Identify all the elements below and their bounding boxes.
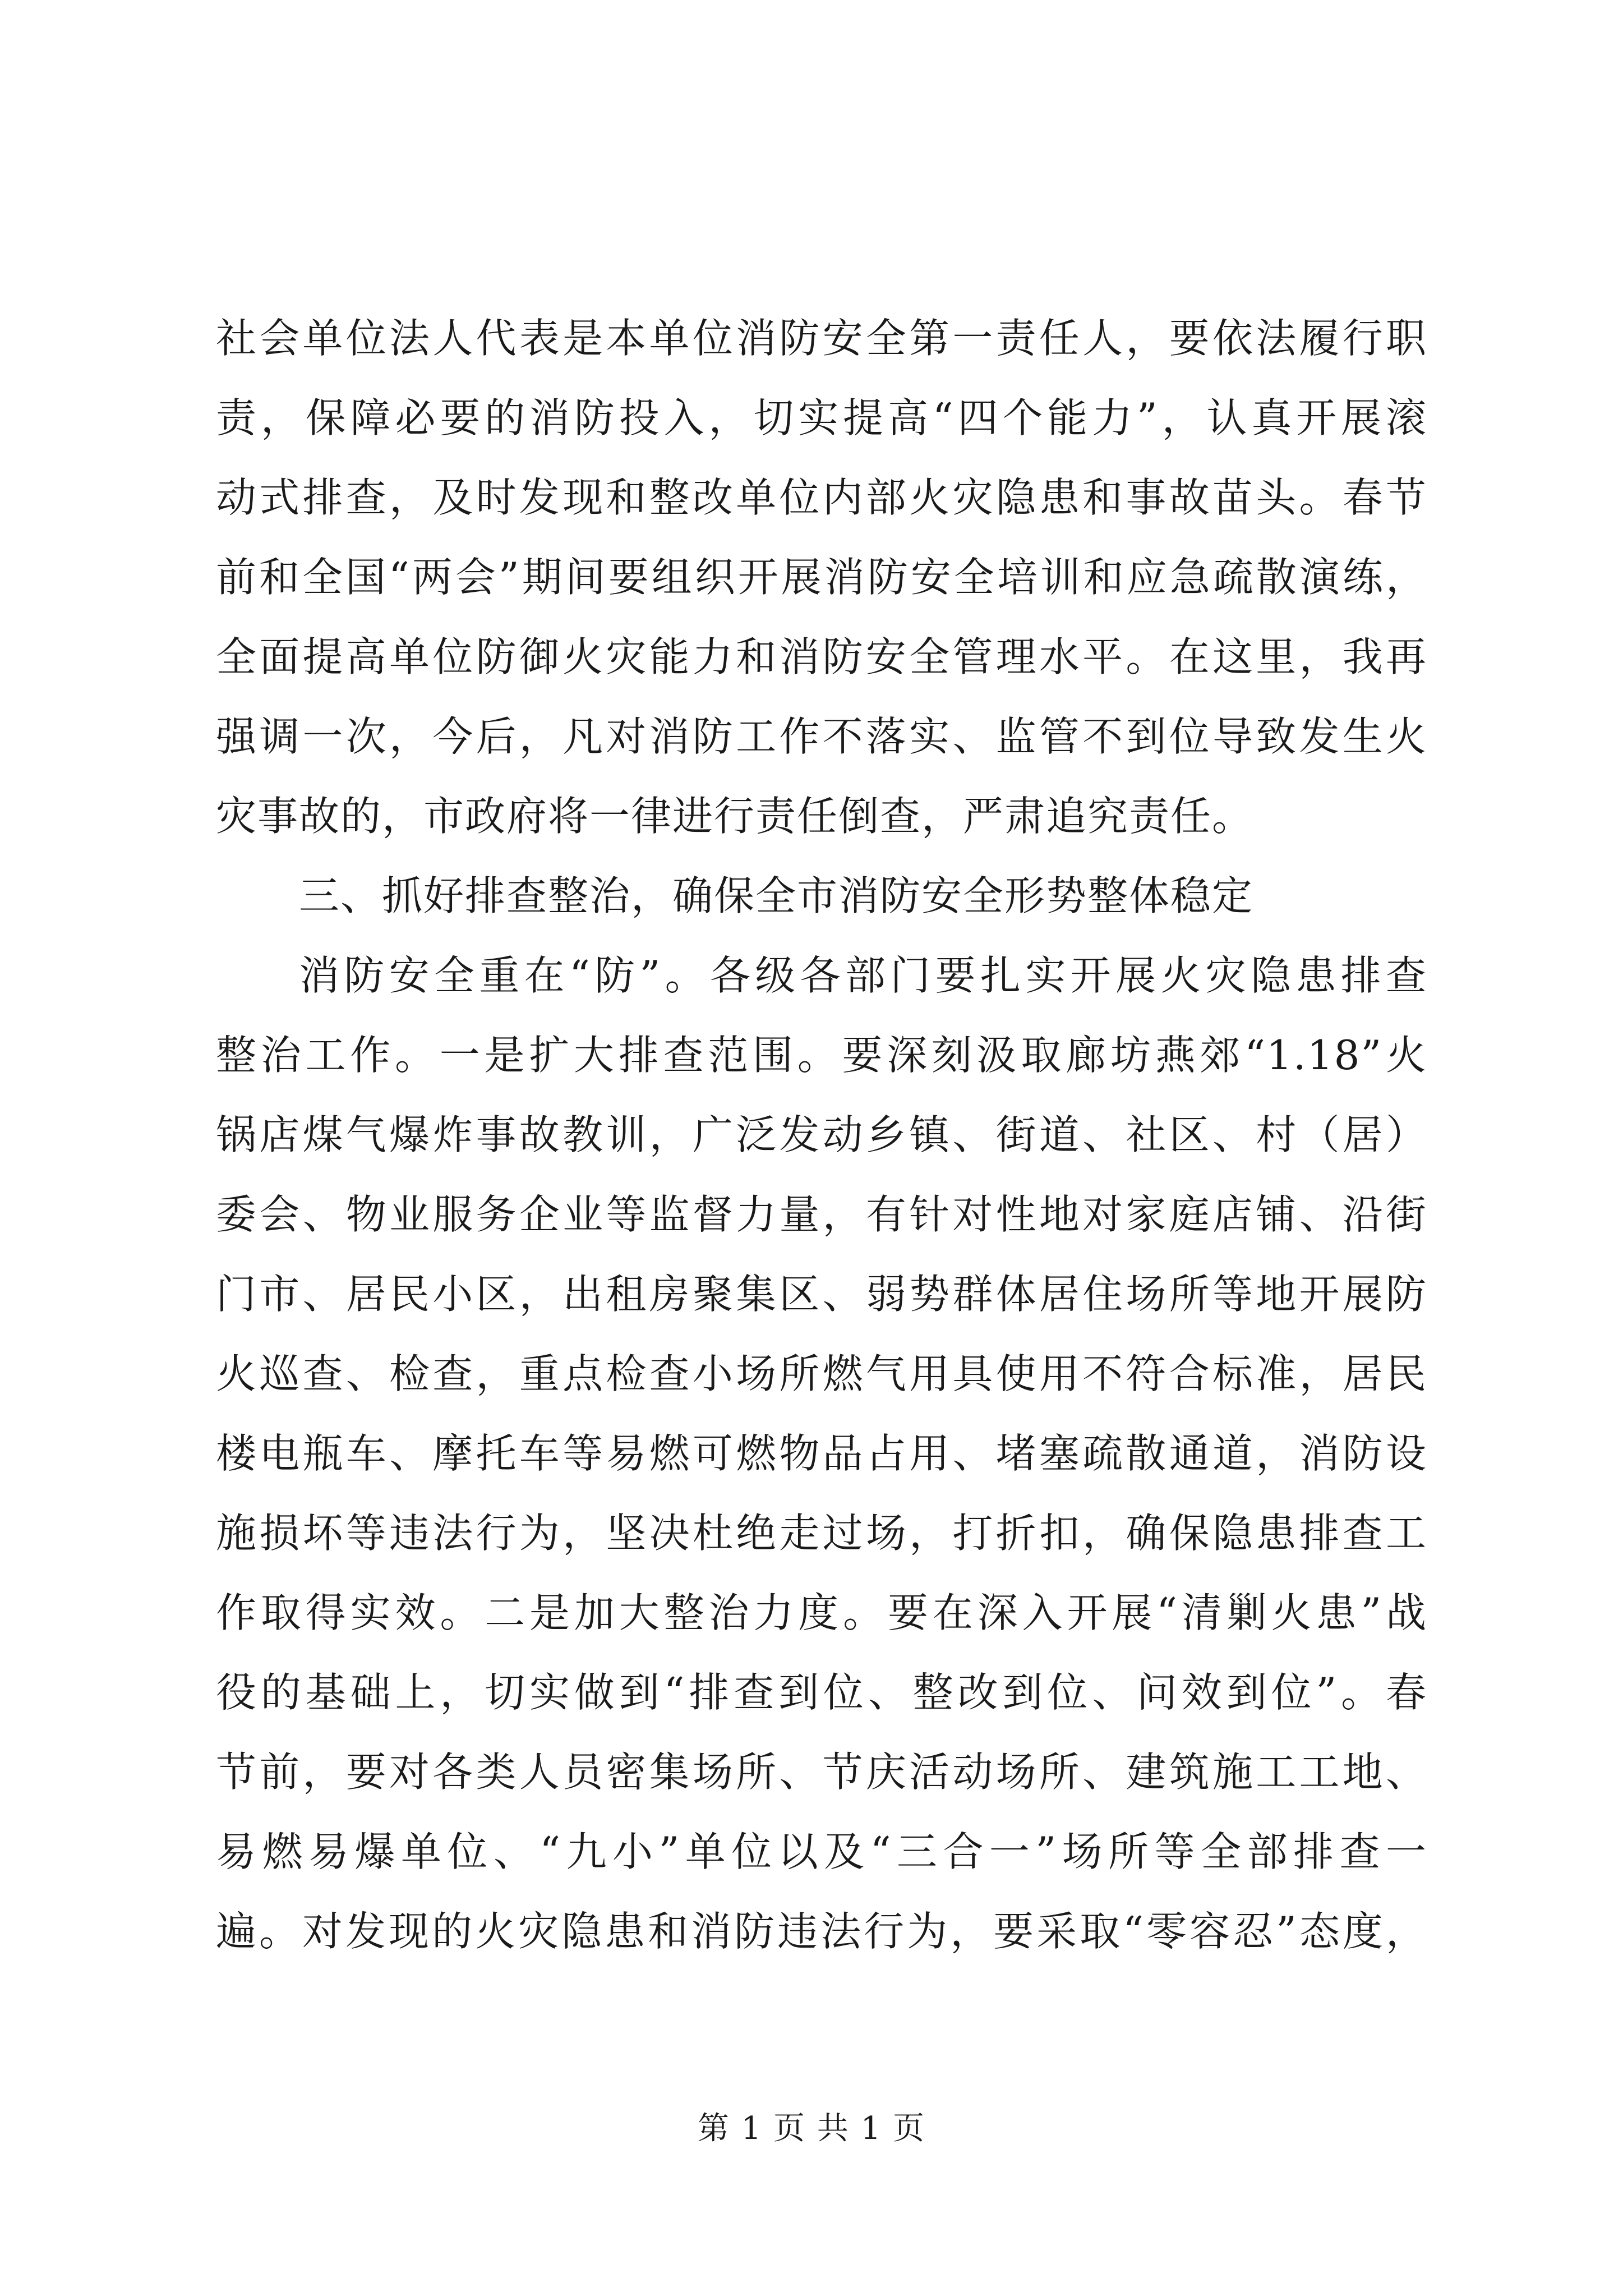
text-line: 全面提高单位防御火灾能力和消防安全管理水平。在这里，我再 xyxy=(216,633,1427,680)
text-line: 强调一次，今后，凡对消防工作不落实、监管不到位导致发生火 xyxy=(216,713,1427,760)
text-line: 楼电瓶车、摩托车等易燃可燃物品占用、堵塞疏散通道，消防设 xyxy=(216,1430,1427,1477)
text-line: 消防安全重在“防”。各级各部门要扎实开展火灾隐患排查 xyxy=(299,952,1427,999)
body-text xyxy=(216,298,1427,1971)
text-line: 委会、物业服务企业等监督力量，有针对性地对家庭店铺、沿街 xyxy=(216,1191,1427,1238)
text-line: 社会单位法人代表是本单位消防安全第一责任人，要依法履行职 xyxy=(216,315,1427,362)
text-line: 门市、居民小区，出租房聚集区、弱势群体居住场所等地开展防 xyxy=(216,1271,1427,1318)
text-line: 灾事故的，市政府将一律进行责任倒查，严肃追究责任。 xyxy=(216,793,1254,840)
text-line: 火巡查、检查，重点检查小场所燃气用具使用不符合标准，居民 xyxy=(216,1350,1427,1397)
page-number-label: 第 1 页 共 1 页 xyxy=(697,2110,926,2147)
text-line: 整治工作。一是扩大排查范围。要深刻汲取廊坊燕郊“1.18”火 xyxy=(216,1032,1427,1079)
text-line: 易燃易爆单位、“九小”单位以及“三合一”场所等全部排查一 xyxy=(216,1828,1427,1875)
text-line: 节前，要对各类人员密集场所、节庆活动场所、建筑施工工地、 xyxy=(216,1749,1427,1796)
text-line: 锅店煤气爆炸事故教训，广泛发动乡镇、街道、社区、村（居） xyxy=(216,1111,1427,1158)
text-line: 责，保障必要的消防投入，切实提高“四个能力”，认真开展滚 xyxy=(216,394,1427,441)
text-line: 动式排查，及时发现和整改单位内部火灾隐患和事故苗头。春节 xyxy=(216,474,1427,521)
text-line: 施损坏等违法行为，坚决杜绝走过场，打折扣，确保隐患排查工 xyxy=(216,1510,1427,1557)
text-line: 役的基础上，切实做到“排查到位、整改到位、问效到位”。春 xyxy=(216,1669,1427,1716)
text-line: 前和全国“两会”期间要组织开展消防安全培训和应急疏散演练， xyxy=(216,554,1427,601)
section-heading: 三、抓好排查整治，确保全市消防安全形势整体稳定 xyxy=(299,872,1254,919)
text-line: 作取得实效。二是加大整治力度。要在深入开展“清剿火患”战 xyxy=(216,1589,1427,1636)
page-footer xyxy=(0,2109,1623,2148)
text-line: 遍。对发现的火灾隐患和消防违法行为，要采取“零容忍”态度， xyxy=(216,1908,1427,1955)
